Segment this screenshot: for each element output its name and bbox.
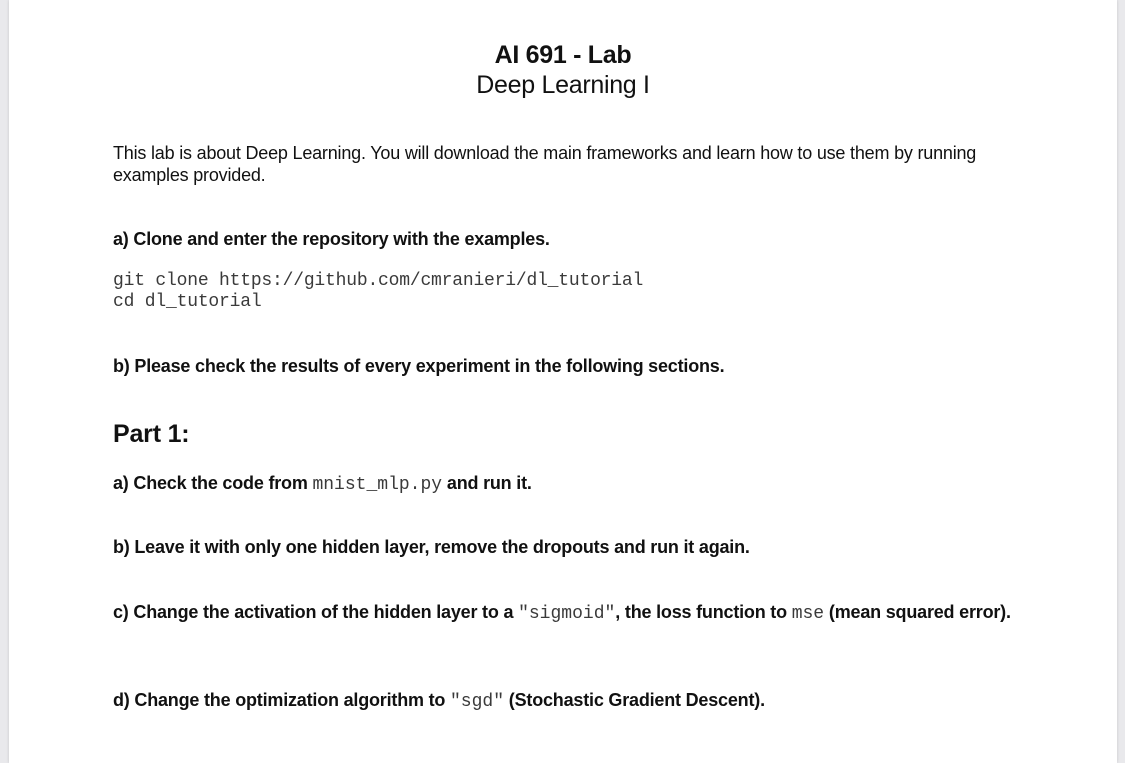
part1-d-text-pre: d) Change the optimization algorithm to [113,690,450,710]
document-page [9,0,1117,763]
part1-c-text-pre: c) Change the activation of the hidden layer to a [113,602,519,622]
code-line-clone: git clone https://github.com/cmranieri/dl_tutorial [113,271,644,291]
document-subtitle: Deep Learning I [476,71,650,99]
part1-c-text-post: (mean squared error). [824,602,1011,622]
code-line-cd: cd dl_tutorial [113,292,262,312]
part1-a-code: mnist_mlp.py [312,475,443,495]
part1-step-a [113,472,1023,496]
setup-step-b: b) Please check the results of every experiment in the following sections. [113,356,725,376]
part1-c-code-mse: mse [791,604,825,624]
part1-a-text-pre: a) Check the code from [113,473,313,493]
part1-d-text-post: (Stochastic Gradient Descent). [504,690,765,710]
intro-paragraph: This lab is about Deep Learning. You will download the main frameworks and learn how to use them by running examples provided. [113,143,977,185]
code-block [113,271,1023,313]
part1-d-code-sgd: "sgd" [449,692,504,712]
setup-step-a: a) Clone and enter the repository with the examples. [113,229,550,249]
part1-c-text-mid: , the loss function to [615,602,792,622]
part1-step-d [113,689,1023,713]
part1-heading: Part 1: [113,420,190,448]
document-title: AI 691 - Lab [494,41,632,69]
part1-a-text-post: and run it. [442,473,532,493]
title-block [9,40,1117,100]
part1-c-code-sigmoid: "sigmoid" [518,604,616,624]
part1-step-c [113,601,1023,625]
part1-step-b: b) Leave it with only one hidden layer, remove the dropouts and run it again. [113,537,750,557]
